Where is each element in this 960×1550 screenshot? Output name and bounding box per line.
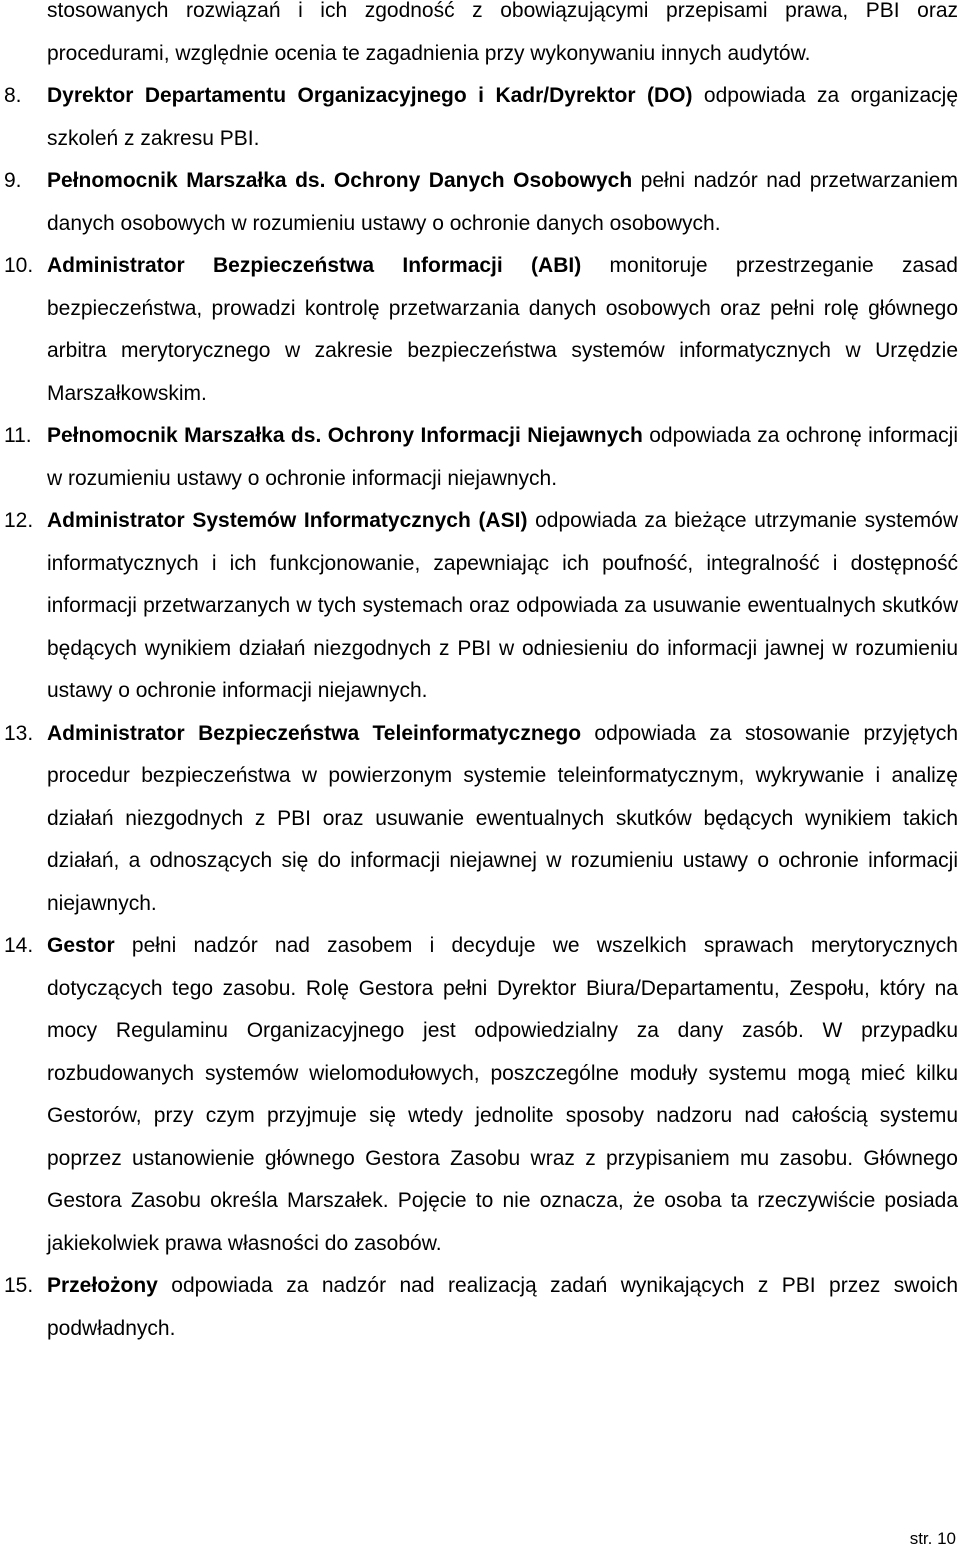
list-item-text [47,500,958,713]
list-number: 13. [4,721,34,745]
list-number: 15. [4,1274,34,1297]
role-description: odpowiada za bieżące utrzymanie systemów informatycznych i ich funkcjonowanie, zapewniając ich poufność, integralność i dostępność informacji przetwarzanych w tych systemach oraz odpowiada za usuwanie ewentualnych skutków będących wynikiem działań niezgodnych z PBI w odniesieniu do informacji jawnej w rozumieniu ustawy o ochronie informacji niejawnych. [47,509,959,702]
continuation-text: stosowanych rozwiązań i ich zgodność z obowiązującymi przepisami prawa, PBI oraz procedurami, względnie ocenia te zagadnienia przy wykonywaniu innych audytów. [47,0,958,65]
continuation-paragraph [0,0,960,75]
role-description: odpowiada za ochronę informacji w rozumieniu ustawy o ochronie informacji niejawnych. [47,424,958,490]
list-item-13 [0,713,960,926]
role-title: Dyrektor Departamentu Organizacyjnego i Kadr/Dyrektor (DO) [47,84,693,107]
role-title: Pełnomocnik Marszałka ds. Ochrony Informacji Niejawnych [47,424,643,447]
list-number: 11. [4,424,32,447]
role-title: Przełożony [47,1274,158,1297]
role-title: Pełnomocnik Marszałka ds. Ochrony Danych Osobowych [47,169,633,192]
role-description: monitoruje przestrzeganie zasad bezpieczeństwa, prowadzi kontrolę przetwarzania danych osobowych oraz pełni rolę głównego arbitra merytorycznego w zakresie bezpieczeństwa systemów informatycznych w Urzędzie Marszałkowskim. [47,254,958,405]
list-item-text [47,713,958,926]
role-description: odpowiada za organizację szkoleń z zakresu PBI. [47,84,958,150]
role-description: pełni nadzór nad zasobem i decyduje we wszelkich sprawach merytorycznych dotyczących tego zasobu. Rolę Gestora pełni Dyrektor Biura/Departamentu, Zespołu, który na mocy Regulaminu Organizacyjnego jest odpowiedzialny za dany zasób. W przypadku rozbudowanych systemów wielomodułowych, poszczególne moduły systemu mogą mieć kilku Gestorów, przy czym przyjmuje się wtedy jednolite sposoby nadzoru nad całością systemu poprzez ustanowienie głównego Gestora Zasobu wraz z przypisaniem mu zasobu. Głównego Gestora Zasobu określa Marszałek. Pojęcie to nie oznacza, że osoba ta rzeczywiście posiada jakiekolwiek prawa własności do zasobów. [47,934,958,1255]
list-number: 14. [4,934,34,957]
list-item-text [47,160,958,245]
list-item-14 [0,925,960,1265]
role-description: odpowiada za stosowanie przyjętych procedur bezpieczeństwa w powierzonym systemie teleinformatycznym, wykrywanie i analizę działań niezgodnych z PBI oraz usuwanie ewentualnych skutków będących wynikiem takich działań, a odnoszących się do informacji niejawnej w rozumieniu ustawy o ochronie informacji niejawnych. [47,721,958,915]
page-number: str. 10 [909,1529,956,1548]
list-item-text [47,75,958,160]
role-title: Administrator Systemów Informatycznych (ASI) [47,509,528,532]
list-item-8 [0,75,960,160]
list-number: 9. [4,169,22,192]
list-number: 8. [4,84,22,107]
list-item-11 [0,415,960,500]
list-item-text [47,245,958,415]
list-item-text [47,925,958,1265]
list-number: 10. [4,254,34,277]
list-item-15 [0,1265,960,1350]
role-title: Administrator Bezpieczeństwa Teleinformatycznego [47,721,582,745]
role-title: Administrator Bezpieczeństwa Informacji (ABI) [47,254,582,277]
role-description: pełni nadzór nad przetwarzaniem danych osobowych w rozumieniu ustawy o ochronie danych osobowych. [47,169,958,235]
list-item-text [47,1265,958,1350]
list-item-10 [0,245,960,415]
list-item-text [47,415,958,500]
list-item-9 [0,160,960,245]
list-item-12 [0,500,960,713]
role-title: Gestor [47,934,115,957]
role-description: odpowiada za nadzór nad realizacją zadań wynikających z PBI przez swoich podwładnych. [47,1274,958,1340]
list-number: 12. [4,509,34,532]
